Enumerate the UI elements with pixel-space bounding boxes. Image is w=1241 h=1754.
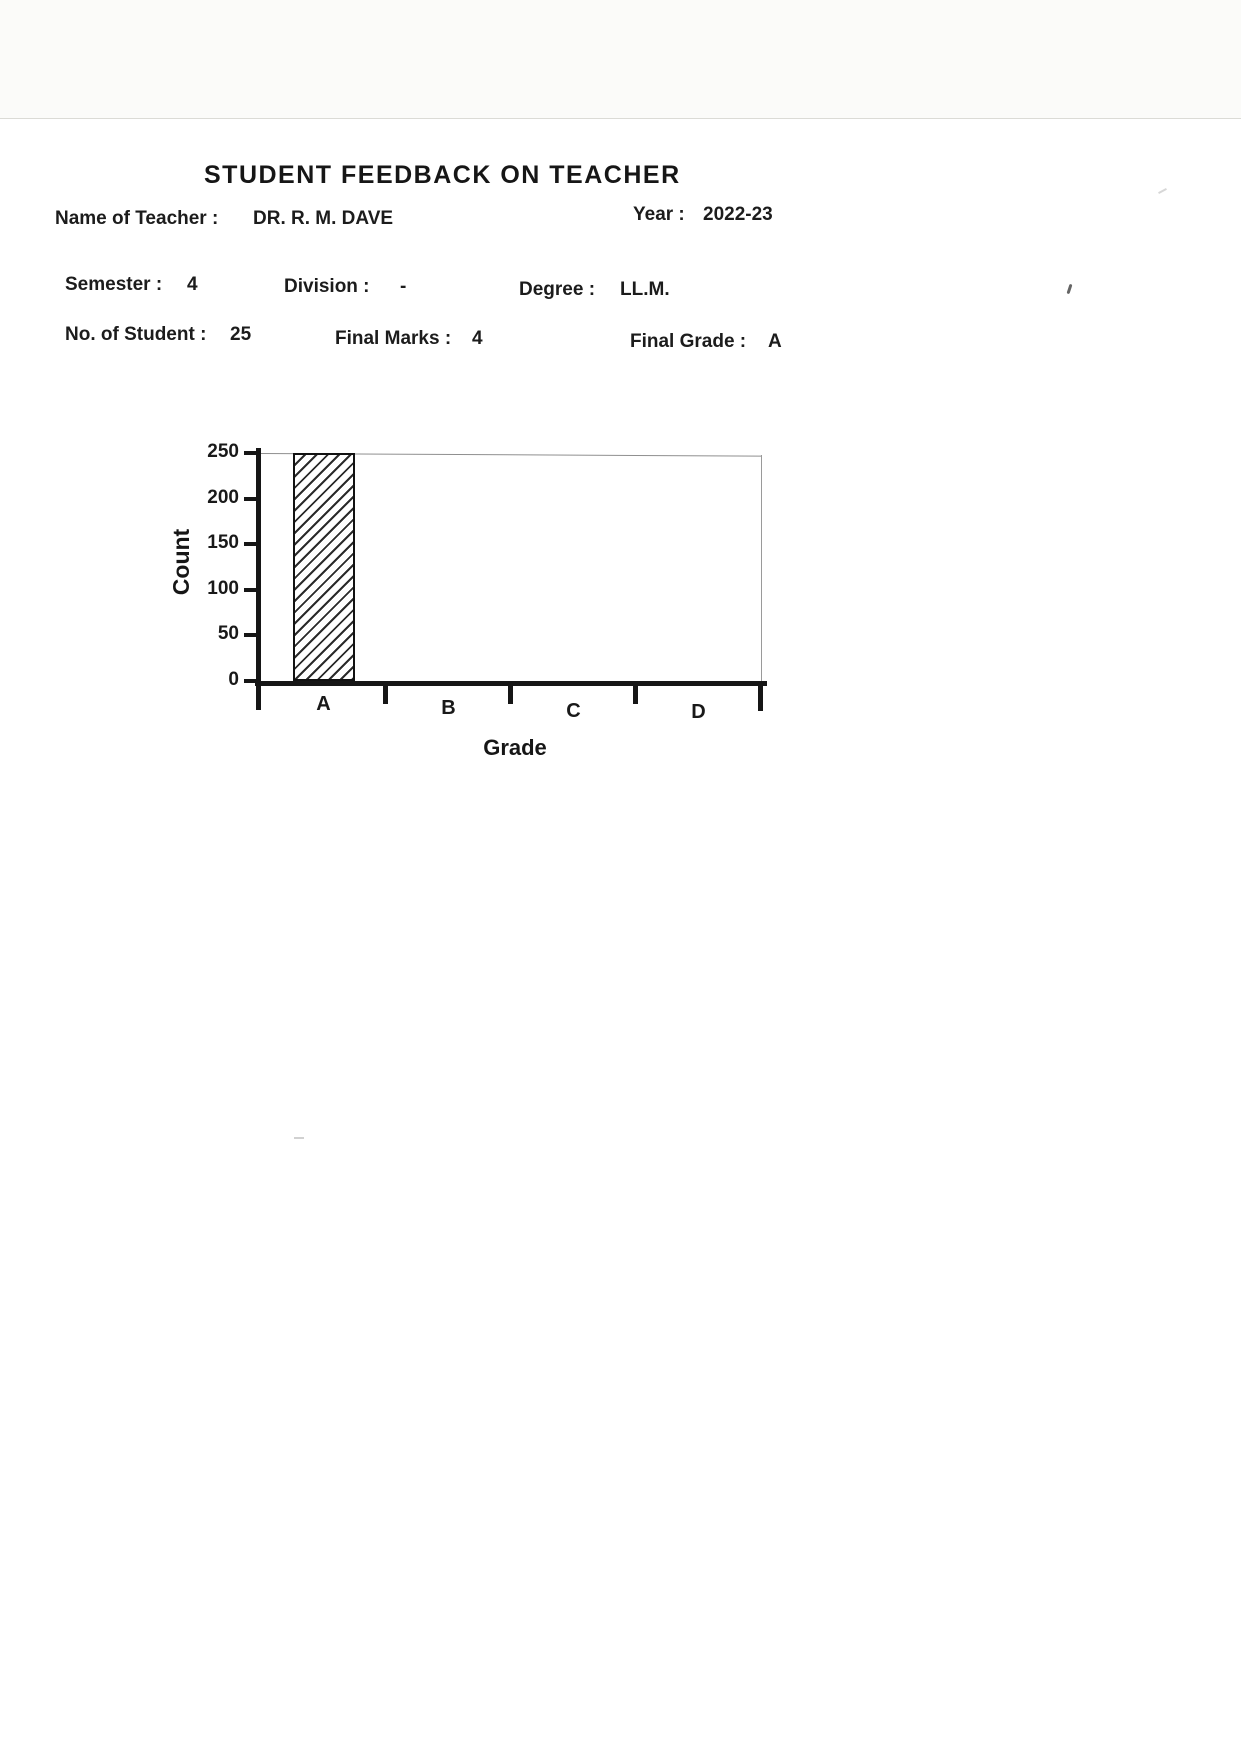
division-label: Division : <box>284 276 370 297</box>
final-marks-value: 4 <box>472 328 483 349</box>
semester-label: Semester : <box>65 274 163 295</box>
degree-value: LL.M. <box>620 279 670 300</box>
plot-right-border <box>761 455 762 681</box>
students-count-value: 25 <box>230 324 252 345</box>
y-tick-label: 250 <box>207 441 239 462</box>
y-axis-line <box>256 448 261 710</box>
y-tick <box>244 451 257 455</box>
y-tick-label: 150 <box>207 532 239 554</box>
page-title: STUDENT FEEDBACK ON TEACHER <box>204 161 681 189</box>
x-category-label-D: D <box>691 701 706 723</box>
y-tick <box>244 542 257 546</box>
x-category-label-C: C <box>566 700 581 722</box>
y-tick <box>244 633 257 637</box>
x-boundary-tick <box>758 683 763 711</box>
bar-grade-A <box>293 453 355 681</box>
x-axis-label: Grade <box>483 735 547 760</box>
x-category-label-A: A <box>316 693 331 715</box>
y-tick-label: 50 <box>217 623 239 645</box>
teacher-name-value: DR. R. M. DAVE <box>253 208 394 229</box>
y-tick <box>244 679 257 683</box>
y-axis-label: Count <box>168 528 194 596</box>
year-label: Year : <box>633 204 685 225</box>
semester-value: 4 <box>187 274 198 295</box>
division-value: - <box>400 276 407 297</box>
degree-label: Degree : <box>519 279 596 300</box>
x-boundary-tick <box>383 683 388 704</box>
y-tick <box>244 588 257 592</box>
y-tick-label: 0 <box>228 669 239 690</box>
final-grade-value: A <box>768 331 782 352</box>
final-marks-label: Final Marks : <box>335 328 452 349</box>
y-tick-label: 100 <box>207 577 239 599</box>
x-boundary-tick <box>508 683 513 704</box>
final-grade-label: Final Grade : <box>630 331 747 352</box>
scan-speck <box>294 1137 304 1139</box>
y-tick <box>244 497 257 501</box>
x-category-label-B: B <box>441 697 456 719</box>
y-tick-label: 200 <box>207 486 239 508</box>
year-value: 2022-23 <box>703 204 773 225</box>
teacher-name-label: Name of Teacher : <box>55 208 219 229</box>
x-boundary-tick <box>633 683 638 704</box>
students-count-label: No. of Student : <box>65 324 207 345</box>
